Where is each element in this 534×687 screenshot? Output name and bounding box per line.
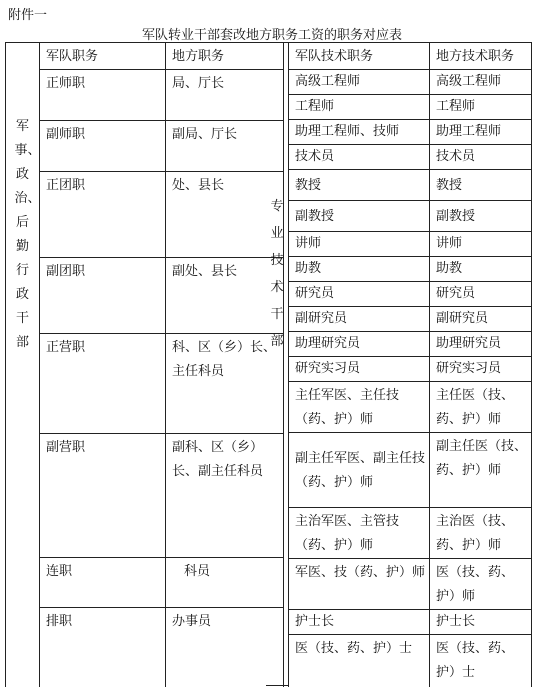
table-row bbox=[289, 610, 532, 635]
header-local-post: 地方职务 bbox=[166, 43, 284, 70]
local-tech-post: 高级工程师 bbox=[430, 70, 532, 95]
local-tech-post: 讲师 bbox=[430, 232, 532, 257]
army-post: 副师职 bbox=[40, 121, 166, 172]
tech-group-label: 专业技术干部 bbox=[270, 199, 284, 349]
local-post: 科员 bbox=[166, 558, 284, 608]
local-tech-post: 助理工程师 bbox=[430, 120, 532, 145]
local-post: 副局、厅长 bbox=[166, 121, 284, 172]
local-post: 局、厅长 bbox=[166, 70, 284, 121]
local-post: 处、县长 bbox=[166, 172, 284, 258]
army-post: 正营职 bbox=[40, 334, 166, 434]
local-tech-post: 主治医（技、药、护）师 bbox=[430, 508, 532, 559]
local-tech-post: 工程师 bbox=[430, 95, 532, 120]
table-row bbox=[6, 172, 284, 258]
army-tech-post: 副主任军医、副主任技（药、护）师 bbox=[289, 433, 430, 508]
table-row bbox=[6, 258, 284, 334]
table-row bbox=[289, 70, 532, 95]
header-local-tech-post: 地方技术职务 bbox=[430, 43, 532, 70]
local-post: 副科、区（乡）长、副主任科员 bbox=[166, 434, 284, 558]
army-tech-post: 助教 bbox=[289, 257, 430, 282]
table-row bbox=[6, 608, 284, 687]
local-post: 办事员 bbox=[166, 608, 284, 687]
admin-group-cell bbox=[6, 43, 40, 687]
local-tech-post: 医（技、药、护）师 bbox=[430, 559, 532, 610]
army-post: 连职 bbox=[40, 558, 166, 608]
local-post: 副处、县长 bbox=[166, 258, 284, 334]
army-tech-post: 主治军医、主管技（药、护）师 bbox=[289, 508, 430, 559]
army-post: 副营职 bbox=[40, 434, 166, 558]
army-tech-post: 副教授 bbox=[289, 201, 430, 232]
tech-cadre-table bbox=[288, 42, 532, 687]
army-tech-post: 医（技、药、护）士 bbox=[289, 635, 430, 687]
army-post: 正师职 bbox=[40, 70, 166, 121]
table-row bbox=[6, 70, 284, 121]
local-tech-post: 技术员 bbox=[430, 145, 532, 170]
local-tech-post: 教授 bbox=[430, 170, 532, 201]
local-tech-post: 副研究员 bbox=[430, 307, 532, 332]
army-tech-post: 研究实习员 bbox=[289, 357, 430, 382]
table-row bbox=[289, 201, 532, 232]
army-tech-post: 助理研究员 bbox=[289, 332, 430, 357]
local-tech-post: 助教 bbox=[430, 257, 532, 282]
table-row bbox=[289, 332, 532, 357]
army-tech-post: 护士长 bbox=[289, 610, 430, 635]
annex-label: 附件一 bbox=[8, 8, 48, 23]
army-post: 副团职 bbox=[40, 258, 166, 334]
army-tech-post: 高级工程师 bbox=[289, 70, 430, 95]
local-tech-post: 助理研究员 bbox=[430, 332, 532, 357]
army-tech-post: 讲师 bbox=[289, 232, 430, 257]
table-row bbox=[289, 95, 532, 120]
local-post: 科、区（乡）长、主任科员 bbox=[166, 334, 284, 434]
local-tech-post: 主任医（技、药、护）师 bbox=[430, 382, 532, 433]
local-tech-post: 研究员 bbox=[430, 282, 532, 307]
table-row bbox=[289, 433, 532, 508]
table-row bbox=[289, 170, 532, 201]
local-tech-post: 副教授 bbox=[430, 201, 532, 232]
table-row bbox=[6, 434, 284, 558]
header-army-tech-post: 军队技术职务 bbox=[289, 43, 430, 70]
army-tech-post: 军医、技（药、护）师 bbox=[289, 559, 430, 610]
army-tech-post: 工程师 bbox=[289, 95, 430, 120]
army-post: 排职 bbox=[40, 608, 166, 687]
table-row bbox=[289, 307, 532, 332]
local-tech-post: 研究实习员 bbox=[430, 357, 532, 382]
tech-group-cell bbox=[266, 42, 288, 686]
local-tech-post: 护士长 bbox=[430, 610, 532, 635]
army-tech-post: 副研究员 bbox=[289, 307, 430, 332]
local-tech-post: 医（技、药、护）士 bbox=[430, 635, 532, 687]
table-row bbox=[289, 357, 532, 382]
army-post: 正团职 bbox=[40, 172, 166, 258]
table-row bbox=[6, 334, 284, 434]
table-row bbox=[289, 559, 532, 610]
document-title: 军队转业干部套改地方职务工资的职务对应表 bbox=[141, 28, 402, 43]
army-tech-post: 助理工程师、技师 bbox=[289, 120, 430, 145]
table-row bbox=[289, 635, 532, 687]
table-row bbox=[289, 120, 532, 145]
table-row bbox=[289, 232, 532, 257]
table-row bbox=[289, 382, 532, 433]
table-row bbox=[289, 282, 532, 307]
header-army-post: 军队职务 bbox=[40, 43, 166, 70]
local-tech-post: 副主任医（技、药、护）师 bbox=[430, 433, 532, 508]
table-row bbox=[289, 257, 532, 282]
table-row bbox=[6, 121, 284, 172]
army-tech-post: 技术员 bbox=[289, 145, 430, 170]
table-row bbox=[289, 508, 532, 559]
army-tech-post: 主任军医、主任技（药、护）师 bbox=[289, 382, 430, 433]
table-row bbox=[6, 558, 284, 608]
army-tech-post: 研究员 bbox=[289, 282, 430, 307]
table-row bbox=[289, 145, 532, 170]
admin-group-label: 军事、政治、后勤行政干部 bbox=[14, 119, 41, 350]
admin-cadre-table bbox=[5, 42, 284, 687]
army-tech-post: 教授 bbox=[289, 170, 430, 201]
